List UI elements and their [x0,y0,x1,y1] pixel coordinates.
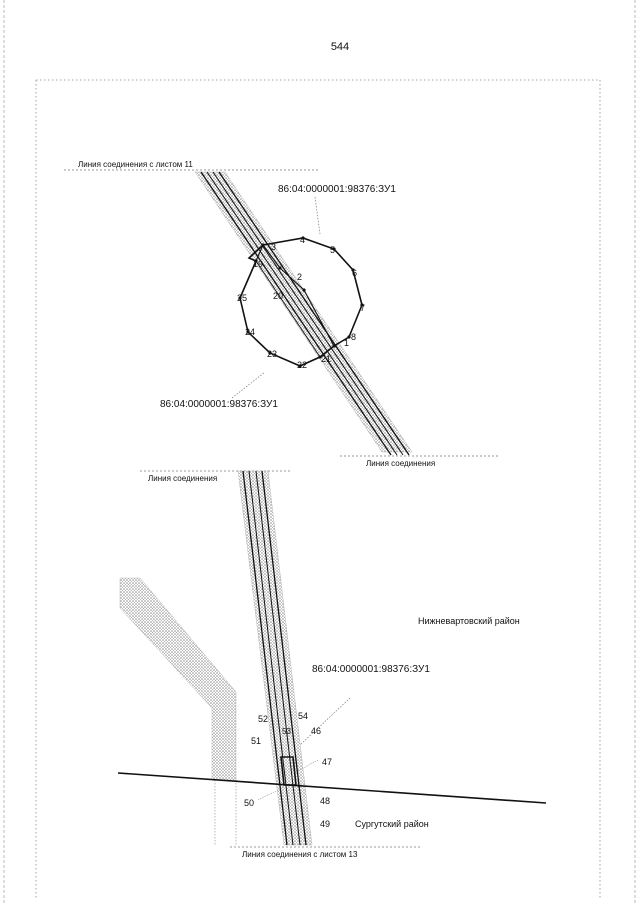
point-label-3: 3 [271,242,277,252]
lower-parcel-label: 86:04:0000001:98376:ЗУ1 [312,664,430,675]
lower-left-hatch-corridor [120,578,236,780]
point-label-51: 51 [251,736,262,746]
point-label-52: 52 [258,714,269,724]
district-north-label: Нижневартовский район [418,616,520,626]
point-label-23: 23 [267,349,278,359]
page-number: 544 [330,41,350,53]
point-label-53: 53 [282,727,291,736]
upper-road-line-1 [201,172,391,455]
point-label-21: 21 [321,354,332,364]
upper-parcel-leader-top [315,197,320,234]
point-label-1: 1 [344,338,350,348]
point-label-24: 24 [245,327,256,337]
point-label-22: 22 [297,360,308,370]
point-label-7: 7 [360,303,366,313]
point-label-50: 50 [244,798,255,808]
point-label-46: 46 [311,726,322,736]
point-label-8: 8 [351,332,357,342]
district-boundary [118,773,546,803]
point-label-49: 49 [320,819,331,829]
point-label-48: 48 [320,796,331,806]
upper-road-line-3 [213,172,403,455]
lower-sheet-link-label: Линия соединения с листом 13 [242,850,358,859]
point-label-4: 4 [300,235,306,245]
point-label-54: 54 [298,711,309,721]
upper-parcel-label-top: 86:04:0000001:98376:ЗУ1 [278,184,396,195]
upper-parcel-leader-bottom [232,372,265,398]
upper-fragment [64,160,500,468]
point-label-6: 6 [352,268,358,278]
point-label-25: 25 [237,293,248,303]
upper-parcel-label-bottom: 86:04:0000001:98376:ЗУ1 [160,399,278,410]
point-label-47: 47 [322,757,333,767]
point-label-2: 2 [297,272,303,282]
point-label-20: 20 [273,291,284,301]
district-south-label: Сургутский район [355,819,429,829]
point-label-5: 5 [330,245,336,255]
lower-parcel-leader [300,698,350,745]
point-label-19: 19 [253,259,264,269]
upper-road-line-4 [219,172,409,455]
lower-join-label: Линия соединения [148,474,218,483]
lower-fragment [118,471,546,859]
upper-join-label: Линия соединения [366,459,436,468]
sheet-frame [36,80,600,900]
upper-sheet-link-label: Линия соединения с листом 11 [78,160,193,169]
upper-road-line-2 [207,172,397,455]
